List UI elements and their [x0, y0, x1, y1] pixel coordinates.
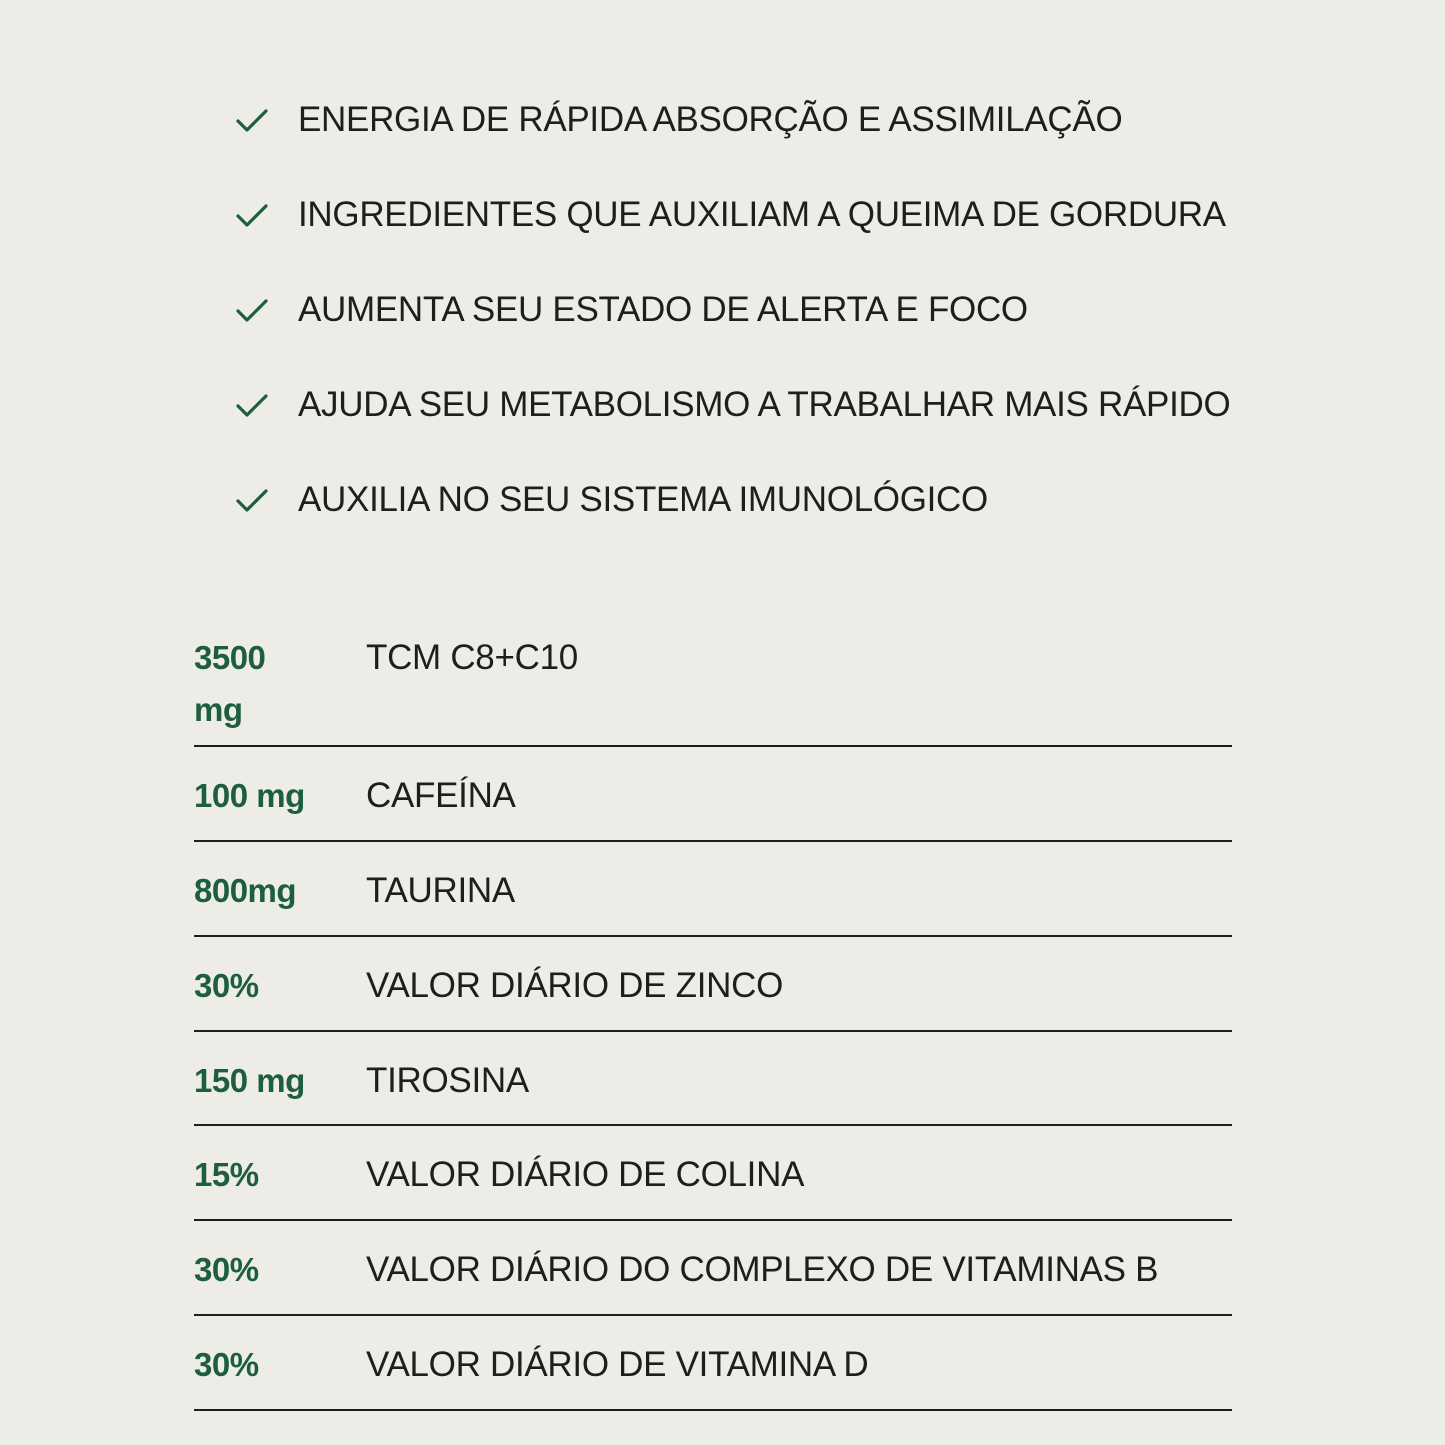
nutrient-name: TAURINA: [366, 871, 515, 910]
nutrient-amount: 30%: [194, 967, 259, 1004]
check-icon: [234, 292, 270, 328]
benefits-list: [234, 92, 1334, 567]
nutrient-amount: 800mg: [194, 872, 297, 909]
nutrient-row: [194, 1221, 1232, 1316]
nutrient-amount-value: 3500: [194, 639, 266, 676]
nutrient-table: [194, 624, 1232, 1411]
nutrient-name: VALOR DIÁRIO DO COMPLEXO DE VITAMINAS B: [366, 1250, 1159, 1289]
nutrient-name: TCM C8+C10: [366, 638, 578, 677]
benefit-item: [234, 377, 1334, 433]
nutrient-name: TIROSINA: [366, 1061, 529, 1100]
check-icon: [234, 482, 270, 518]
nutrient-amount: 30%: [194, 1346, 259, 1383]
nutrient-row: [194, 1316, 1232, 1411]
nutrient-amount: 100 mg: [194, 777, 305, 814]
benefit-item: [234, 92, 1334, 148]
nutrient-amount: 15%: [194, 1156, 259, 1193]
nutrient-name: VALOR DIÁRIO DE COLINA: [366, 1155, 805, 1194]
nutrient-amount: 150 mg: [194, 1062, 305, 1099]
nutrient-amount: 30%: [194, 1251, 259, 1288]
benefit-label: INGREDIENTES QUE AUXILIAM A QUEIMA DE GORDURA: [298, 195, 1226, 234]
check-icon: [234, 197, 270, 233]
nutrient-name: CAFEÍNA: [366, 776, 516, 815]
benefit-item: [234, 472, 1334, 528]
benefit-item: [234, 282, 1334, 338]
check-icon: [234, 387, 270, 423]
nutrient-row: [194, 937, 1232, 1032]
benefit-label: ENERGIA DE RÁPIDA ABSORÇÃO E ASSIMILAÇÃO: [298, 100, 1123, 139]
benefit-item: [234, 187, 1334, 243]
nutrient-row: [194, 624, 1232, 747]
nutrient-name: VALOR DIÁRIO DE ZINCO: [366, 966, 783, 1005]
nutrient-row: [194, 747, 1232, 842]
nutrient-amount-unit: mg: [194, 691, 243, 728]
benefit-label: AJUDA SEU METABOLISMO A TRABALHAR MAIS RÁPIDO: [298, 385, 1231, 424]
benefit-label: AUMENTA SEU ESTADO DE ALERTA E FOCO: [298, 290, 1028, 329]
check-icon: [234, 102, 270, 138]
benefit-label: AUXILIA NO SEU SISTEMA IMUNOLÓGICO: [298, 480, 988, 519]
nutrient-name: VALOR DIÁRIO DE VITAMINA D: [366, 1345, 869, 1384]
nutrient-row: [194, 1126, 1232, 1221]
nutrient-amount: [194, 632, 366, 736]
nutrient-row: [194, 1032, 1232, 1126]
nutrient-row: [194, 842, 1232, 937]
